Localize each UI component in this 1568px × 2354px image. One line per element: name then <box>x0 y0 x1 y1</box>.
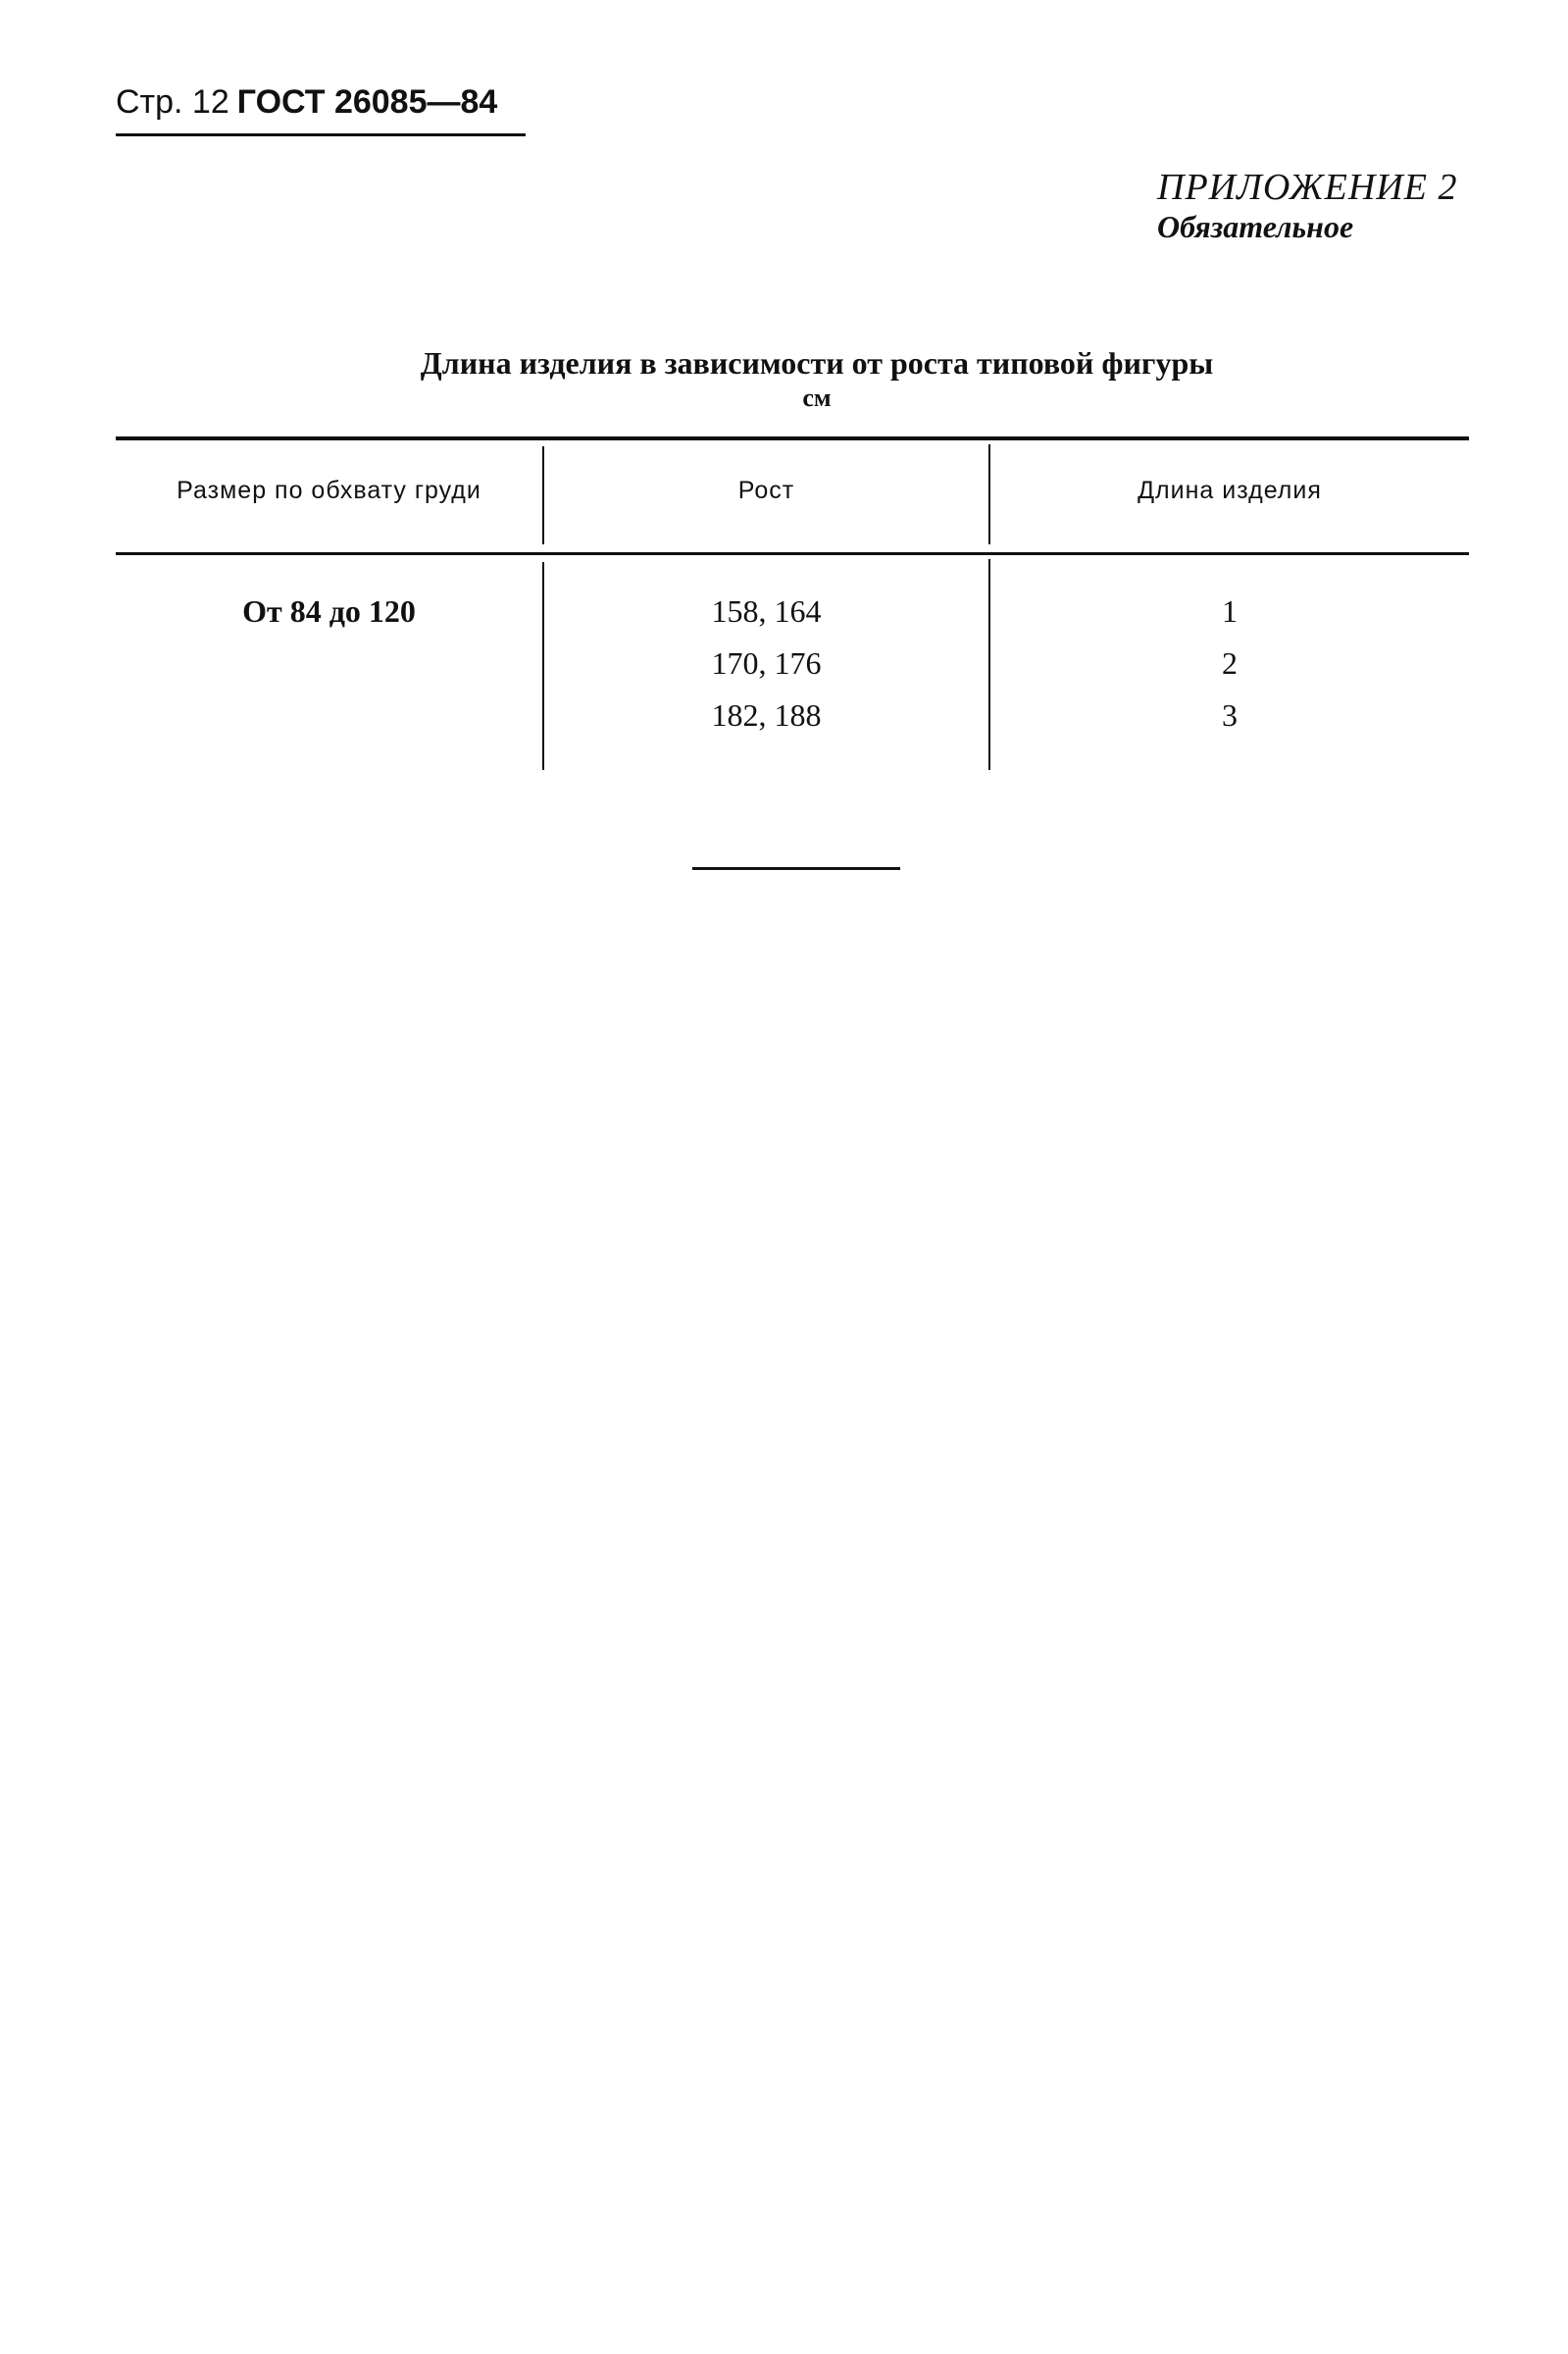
running-header <box>116 80 526 124</box>
appendix-title: ПРИЛОЖЕНИЕ 2 <box>1157 167 1458 208</box>
column-header-length: Длина изделия <box>1138 477 1322 504</box>
chest-range-cell: От 84 до 120 <box>242 593 416 629</box>
page-header <box>116 80 526 139</box>
table-caption <box>116 343 1469 414</box>
height-cell: 170, 176 <box>711 645 822 681</box>
length-cell: 3 <box>1222 697 1238 733</box>
table-title: Длина изделия в зависимости от роста типовой фигуры <box>420 345 1214 381</box>
page-number: Стр. 12 <box>116 83 229 121</box>
height-cell: 158, 164 <box>711 593 822 629</box>
appendix-label <box>1157 167 1500 245</box>
header-underline <box>116 133 526 136</box>
standard-code: ГОСТ 26085—84 <box>236 83 498 121</box>
column-header-height: Рост <box>737 477 795 504</box>
end-rule <box>692 867 900 870</box>
length-cell: 2 <box>1222 645 1238 681</box>
table-header-rule <box>116 552 1469 555</box>
table-top-rule <box>116 436 1469 440</box>
appendix-status: Обязательное <box>1157 209 1354 244</box>
table-unit: см <box>802 384 832 412</box>
column-header-chest-size: Размер по обхвату груди <box>177 477 481 504</box>
length-table <box>116 436 1469 770</box>
length-cell: 1 <box>1222 593 1238 629</box>
height-cell: 182, 188 <box>711 697 822 733</box>
